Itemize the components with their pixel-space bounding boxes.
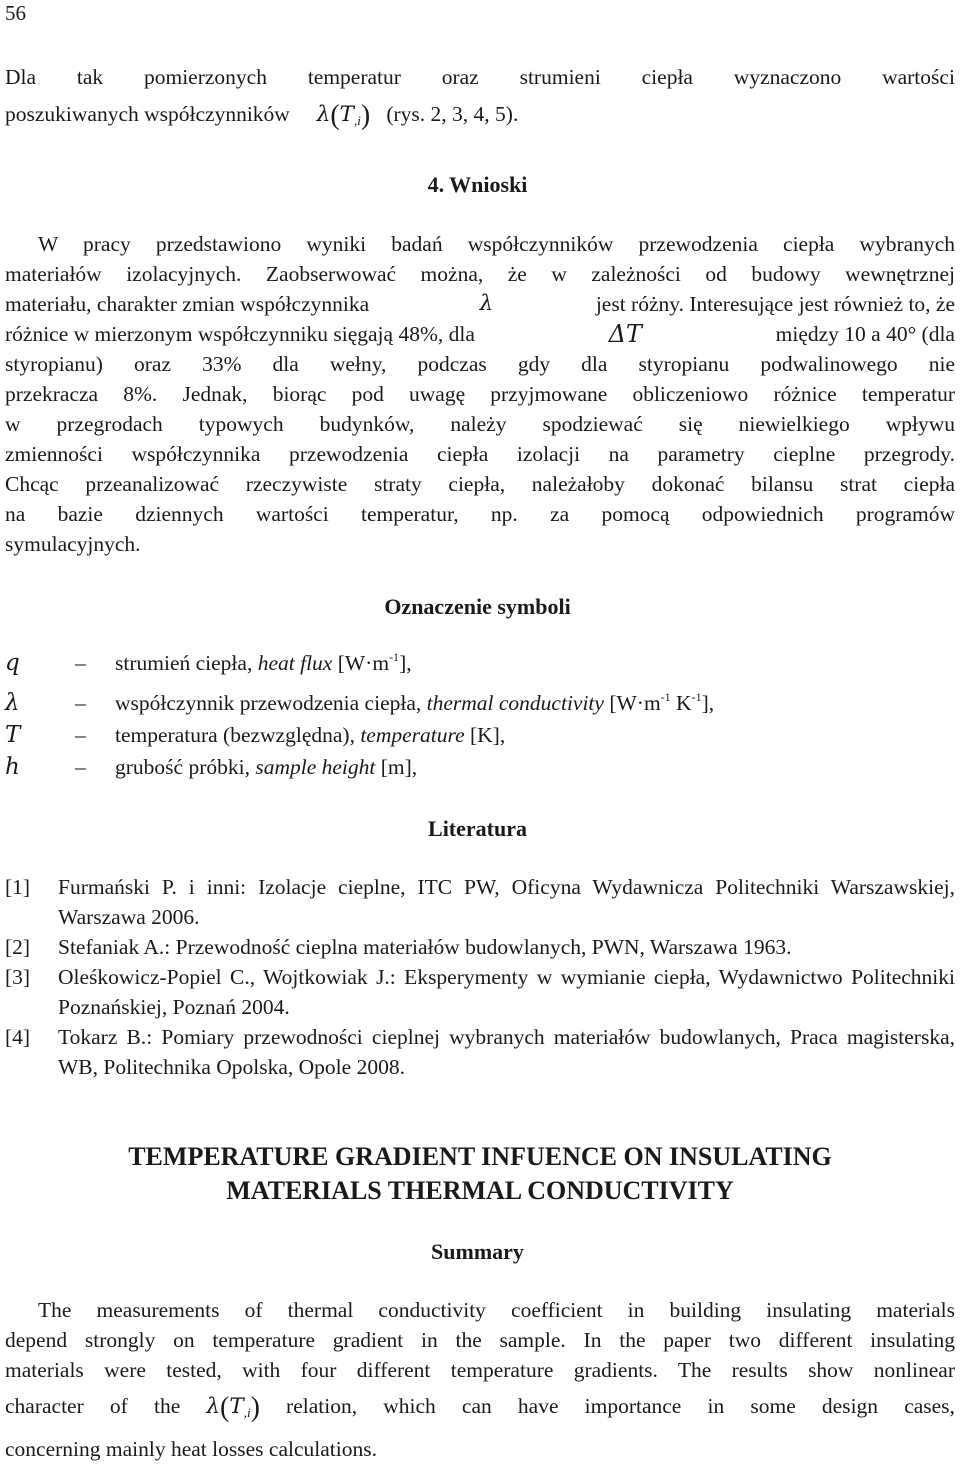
pl-term: współczynnik przewodzenia ciepła, bbox=[115, 691, 422, 715]
page-number: 56 bbox=[5, 1, 26, 25]
paren-close: ) bbox=[250, 1392, 260, 1423]
text-line: w przegrodach typowych budynków, należy spodziewać się niewielkiego wpływu bbox=[5, 412, 955, 436]
en-term: sample height bbox=[255, 755, 376, 779]
word: wyznaczono bbox=[733, 65, 842, 89]
text-segment: różnice w mierzonym współczynniku sięgają 48%, dla bbox=[5, 322, 475, 346]
reference-text: Oleśkowicz-Popiel C., Wojtkowiak J.: Eksperymenty w wymianie ciepła, Wydawnictwo Politechniki Poznańskiej, Poznań 2004. bbox=[58, 965, 955, 1019]
text-segment: między 10 a 40° (dla bbox=[775, 322, 955, 346]
word: wartości bbox=[882, 65, 955, 89]
reference-item bbox=[5, 1022, 955, 1082]
text-line: zmienności współczynnika przewodzenia ciepła izolacji na parametry cieplne przegrody. bbox=[5, 442, 955, 466]
symbol-letter: h bbox=[5, 754, 20, 780]
reference-number: [2] bbox=[5, 935, 31, 959]
reference-item bbox=[5, 872, 955, 932]
paren-close: ) bbox=[360, 100, 371, 131]
delta-t-symbol: ΔT bbox=[608, 320, 642, 348]
word: character bbox=[5, 1394, 84, 1418]
word: oraz bbox=[441, 65, 479, 89]
intro-line-2 bbox=[5, 99, 955, 136]
symbol-row-h bbox=[5, 752, 714, 784]
conclusions-paragraph bbox=[5, 229, 955, 559]
summary-heading: Summary bbox=[431, 1239, 524, 1264]
english-title bbox=[0, 1140, 960, 1208]
symbol-row-q bbox=[5, 648, 714, 680]
section-heading-literature: Literatura bbox=[428, 816, 527, 841]
reference-text: Stefaniak A.: Przewodność cieplna materiałów budowlanych, PWN, Warszawa 1963. bbox=[58, 935, 792, 959]
en-term: thermal conductivity bbox=[426, 691, 604, 715]
word: relation, bbox=[286, 1394, 358, 1418]
reference-text: Tokarz B.: Pomiary przewodności cieplnej wybranych materiałów budowlanych, Praca magisterska, WB, Politechnika Opolska, Opole 2008. bbox=[58, 1025, 955, 1079]
symbol-letter: T bbox=[5, 722, 21, 748]
text-line: W pracy przedstawiono wyniki badań współczynników przewodzenia ciepła wybranych bbox=[38, 232, 955, 256]
reference-text: Furmański P. i inni: Izolacje cieplne, ITC PW, Oficyna Wydawnicza Politechniki Warszawskiej, Warszawa 2006. bbox=[58, 875, 955, 929]
reference-item bbox=[5, 932, 955, 962]
text-line: The measurements of thermal conductivity coefficient in building insulating materials bbox=[38, 1298, 955, 1322]
references-list bbox=[5, 872, 955, 1082]
text-line: depend strongly on temperature gradient in the sample. In the paper two different insulating bbox=[5, 1328, 955, 1352]
section-heading-symbols: Oznaczenie symboli bbox=[384, 594, 571, 619]
text-line: materials were tested, with four different temperature gradients. The results show nonlinear bbox=[5, 1358, 955, 1382]
reference-number: [4] bbox=[5, 1025, 31, 1049]
en-term: heat flux bbox=[257, 651, 333, 675]
unit: [K], bbox=[470, 723, 506, 747]
subscript-i: ,i bbox=[354, 113, 361, 128]
symbol-dash: – bbox=[75, 651, 86, 675]
paren-open: ( bbox=[330, 100, 340, 131]
reference-item bbox=[5, 962, 955, 1022]
word: Dla bbox=[5, 65, 37, 89]
word: importance bbox=[584, 1394, 682, 1418]
text-line bbox=[5, 319, 955, 349]
word: strumieni bbox=[519, 65, 601, 89]
text-line: Chcąc przeanalizować rzeczywiste straty ciepła, należałoby dokonać bilansu strat ciepła bbox=[5, 472, 955, 496]
unit-exponent: -1 bbox=[691, 690, 702, 704]
reference-number: [1] bbox=[5, 875, 31, 899]
text-line: przekracza 8%. Jednak, biorąc pod uwagę przyjmowane obliczeniowo różnice temperatur bbox=[5, 382, 955, 406]
symbol-letter: q bbox=[5, 650, 20, 676]
lambda-symbol: λ bbox=[316, 102, 331, 127]
unit-exponent: -1 bbox=[389, 650, 400, 664]
text-line: na bazie dziennych wartości temperatur, np. za pomocą odpowiednich programów bbox=[5, 502, 955, 526]
unit: [W·m bbox=[337, 651, 390, 675]
word: which bbox=[383, 1394, 436, 1418]
word: in bbox=[707, 1394, 725, 1418]
reference-number: [3] bbox=[5, 965, 31, 989]
word: of bbox=[109, 1394, 128, 1418]
intro-line-1 bbox=[5, 62, 955, 92]
text-line bbox=[5, 1391, 955, 1428]
intro-paragraph bbox=[5, 62, 955, 136]
lambda-symbol: λ bbox=[479, 291, 494, 316]
word: ciepła bbox=[641, 65, 693, 89]
english-title-line: MATERIALS THERMAL CONDUCTIVITY bbox=[226, 1176, 734, 1205]
text-line: symulacyjnych. bbox=[5, 532, 141, 556]
symbol-dash: – bbox=[75, 755, 86, 779]
symbol-row-t bbox=[5, 720, 714, 752]
symbol-dash: – bbox=[75, 691, 86, 715]
word: the bbox=[153, 1394, 181, 1418]
intro-text: poszukiwanych współczynników bbox=[5, 102, 290, 126]
word: cases, bbox=[904, 1394, 955, 1418]
pl-term: grubość próbki, bbox=[115, 755, 250, 779]
word: pomierzonych bbox=[143, 65, 267, 89]
symbol-description bbox=[115, 720, 505, 750]
text-segment: materiału, charakter zmian współczynnika bbox=[5, 292, 370, 316]
word: some bbox=[750, 1394, 796, 1418]
text-segment: jest różny. Interesujące jest również to, że bbox=[595, 292, 955, 316]
word: temperatur bbox=[307, 65, 401, 89]
pl-term: strumień ciepła, bbox=[115, 651, 253, 675]
symbol-description bbox=[115, 648, 412, 678]
text-line: styropianu) oraz 33% dla wełny, podczas gdy dla styropianu podwalinowego nie bbox=[5, 352, 955, 376]
unit: K bbox=[670, 691, 692, 715]
word: can bbox=[461, 1394, 492, 1418]
lambda-symbol: λ bbox=[206, 1394, 221, 1419]
paren-open: ( bbox=[220, 1392, 230, 1423]
word: design bbox=[821, 1394, 879, 1418]
symbol-letter: λ bbox=[5, 690, 20, 716]
english-title-line: TEMPERATURE GRADIENT INFUENCE ON INSULATING bbox=[128, 1142, 832, 1171]
symbols-list bbox=[5, 648, 714, 784]
temperature-symbol: T bbox=[229, 1394, 244, 1419]
unit: ], bbox=[399, 651, 412, 675]
word: have bbox=[517, 1394, 559, 1418]
unit: ], bbox=[701, 691, 715, 715]
text-line bbox=[5, 289, 955, 319]
symbol-description bbox=[115, 688, 714, 718]
word: tak bbox=[76, 65, 104, 89]
symbol-row-lambda bbox=[5, 688, 714, 720]
text-line: materiałów izolacyjnych. Zaobserwować można, że w zależności od budowy wewnętrznej bbox=[5, 262, 955, 286]
math-expression bbox=[206, 1391, 260, 1428]
en-term: temperature bbox=[360, 723, 465, 747]
section-heading-conclusions: 4. Wnioski bbox=[427, 172, 528, 197]
text-line: concerning mainly heat losses calculations. bbox=[5, 1437, 377, 1461]
intro-after: (rys. 2, 3, 4, 5). bbox=[386, 102, 519, 126]
unit: [m], bbox=[380, 755, 418, 779]
symbol-dash: – bbox=[75, 723, 86, 747]
temperature-symbol: T bbox=[339, 102, 355, 127]
unit: [W·m bbox=[609, 691, 661, 715]
pl-term: temperatura (bezwzględna), bbox=[115, 723, 355, 747]
summary-paragraph bbox=[5, 1295, 955, 1464]
unit-exponent: -1 bbox=[660, 690, 671, 704]
symbol-description bbox=[115, 752, 417, 782]
subscript-i: ,i bbox=[243, 1405, 251, 1420]
